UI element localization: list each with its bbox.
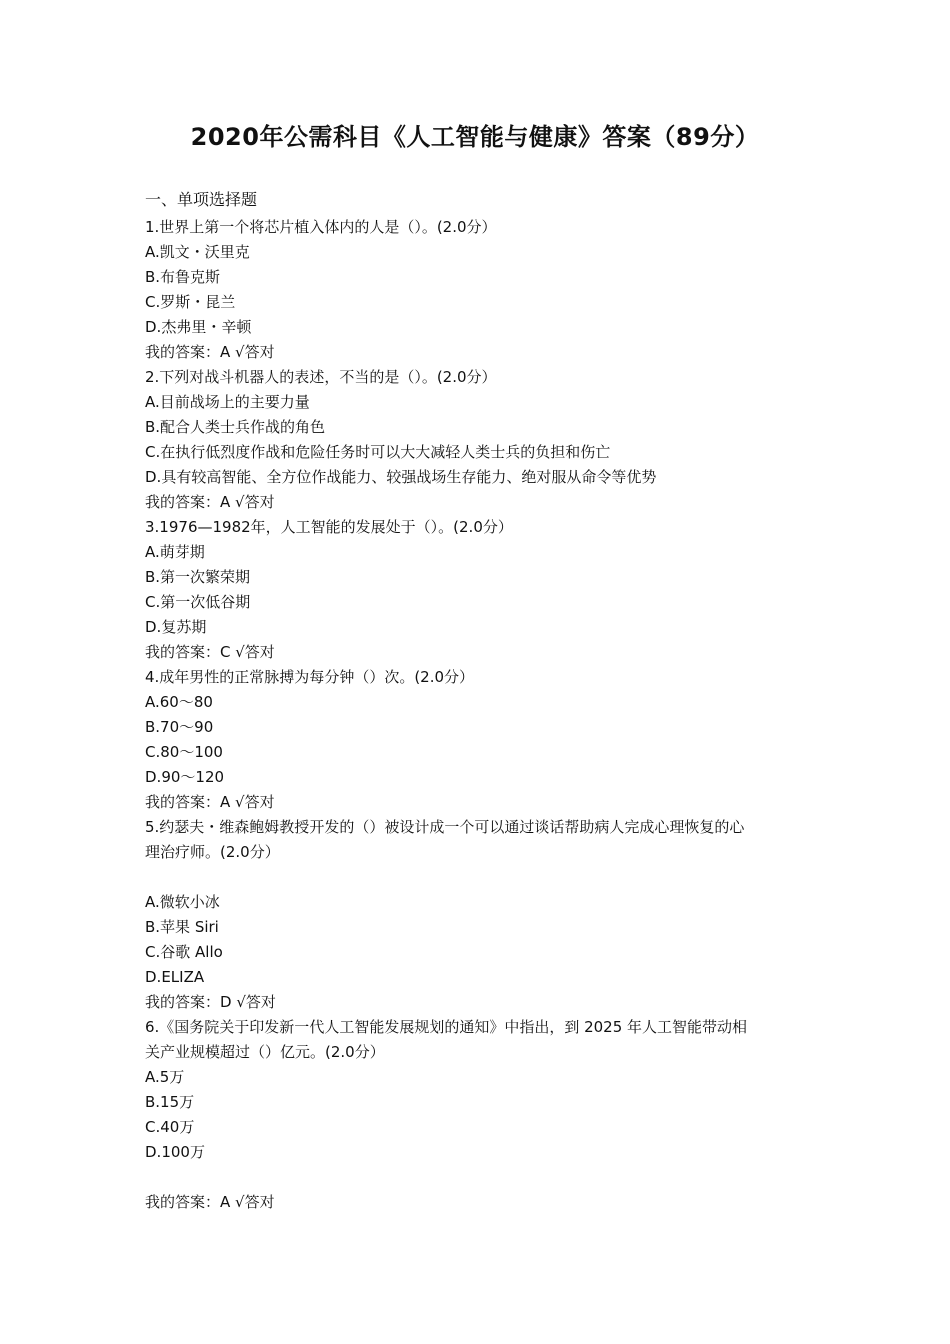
- question-stem-line: 6.《国务院关于印发新一代人工智能发展规划的通知》中指出，到 2025 年人工智能带动相: [145, 1018, 748, 1036]
- option-b: B.70～90: [145, 718, 214, 736]
- question-block: [145, 365, 815, 515]
- question-block: [145, 1015, 815, 1215]
- my-answer: 我的答案：C √答对: [145, 643, 275, 661]
- my-answer: 我的答案：A √答对: [145, 793, 275, 811]
- my-answer: 我的答案：A √答对: [145, 493, 275, 511]
- option-c: C.第一次低谷期: [145, 593, 251, 611]
- question-stem-line: 理治疗师。(2.0分）: [145, 843, 280, 861]
- option-d: D.复苏期: [145, 618, 207, 636]
- option-a: A.凯文・沃里克: [145, 243, 250, 261]
- document-title: 2020年公需科目《人工智能与健康》答案（89分）: [190, 123, 760, 151]
- my-answer: 我的答案：A √答对: [145, 1193, 275, 1211]
- question-block: [145, 515, 815, 665]
- option-a: A.5万: [145, 1068, 185, 1086]
- option-b: B.配合人类士兵作战的角色: [145, 418, 326, 436]
- option-d: D.90～120: [145, 768, 225, 786]
- question-stem-line: 关产业规模超过（）亿元。(2.0分）: [145, 1043, 385, 1061]
- question-stem: 1.世界上第一个将芯片植入体内的人是（）。(2.0分）: [145, 218, 497, 236]
- question-stem-line: 5.约瑟夫・维森鲍姆教授开发的（）被设计成一个可以通过谈话帮助病人完成心理恢复的心: [145, 818, 745, 836]
- section-heading: 一、单项选择题: [145, 190, 258, 209]
- option-c: C.罗斯・昆兰: [145, 293, 236, 311]
- option-c: C.在执行低烈度作战和危险任务时可以大大减轻人类士兵的负担和伤亡: [145, 443, 611, 461]
- blank-line: [145, 1165, 815, 1190]
- option-b: B.15万: [145, 1093, 195, 1111]
- option-d: D.100万: [145, 1143, 205, 1161]
- question-stem: 4.成年男性的正常脉搏为每分钟（）次。(2.0分）: [145, 668, 475, 686]
- option-d: D.具有较高智能、全方位作战能力、较强战场生存能力、绝对服从命令等优势: [145, 468, 657, 486]
- option-b: B.苹果 Siri: [145, 918, 219, 936]
- option-b: B.布鲁克斯: [145, 268, 221, 286]
- my-answer: 我的答案：A √答对: [145, 343, 275, 361]
- option-a: A.目前战场上的主要力量: [145, 393, 310, 411]
- option-b: B.第一次繁荣期: [145, 568, 251, 586]
- question-stem: 2.下列对战斗机器人的表述，不当的是（）。(2.0分）: [145, 368, 497, 386]
- my-answer: 我的答案：D √答对: [145, 993, 276, 1011]
- option-d: D.杰弗里・辛顿: [145, 318, 252, 336]
- question-block: [145, 215, 815, 365]
- option-a: A.微软小冰: [145, 893, 220, 911]
- question-block: [145, 815, 815, 1015]
- question-stem: 3.1976—1982年，人工智能的发展处于（）。(2.0分）: [145, 518, 513, 536]
- question-block: [145, 665, 815, 815]
- option-c: C.谷歌 Allo: [145, 943, 223, 961]
- option-c: C.80～100: [145, 743, 223, 761]
- option-a: A.萌芽期: [145, 543, 205, 561]
- blank-line: [145, 865, 815, 890]
- option-c: C.40万: [145, 1118, 195, 1136]
- option-a: A.60～80: [145, 693, 213, 711]
- document-body: [145, 185, 815, 1215]
- option-d: D.ELIZA: [145, 968, 205, 986]
